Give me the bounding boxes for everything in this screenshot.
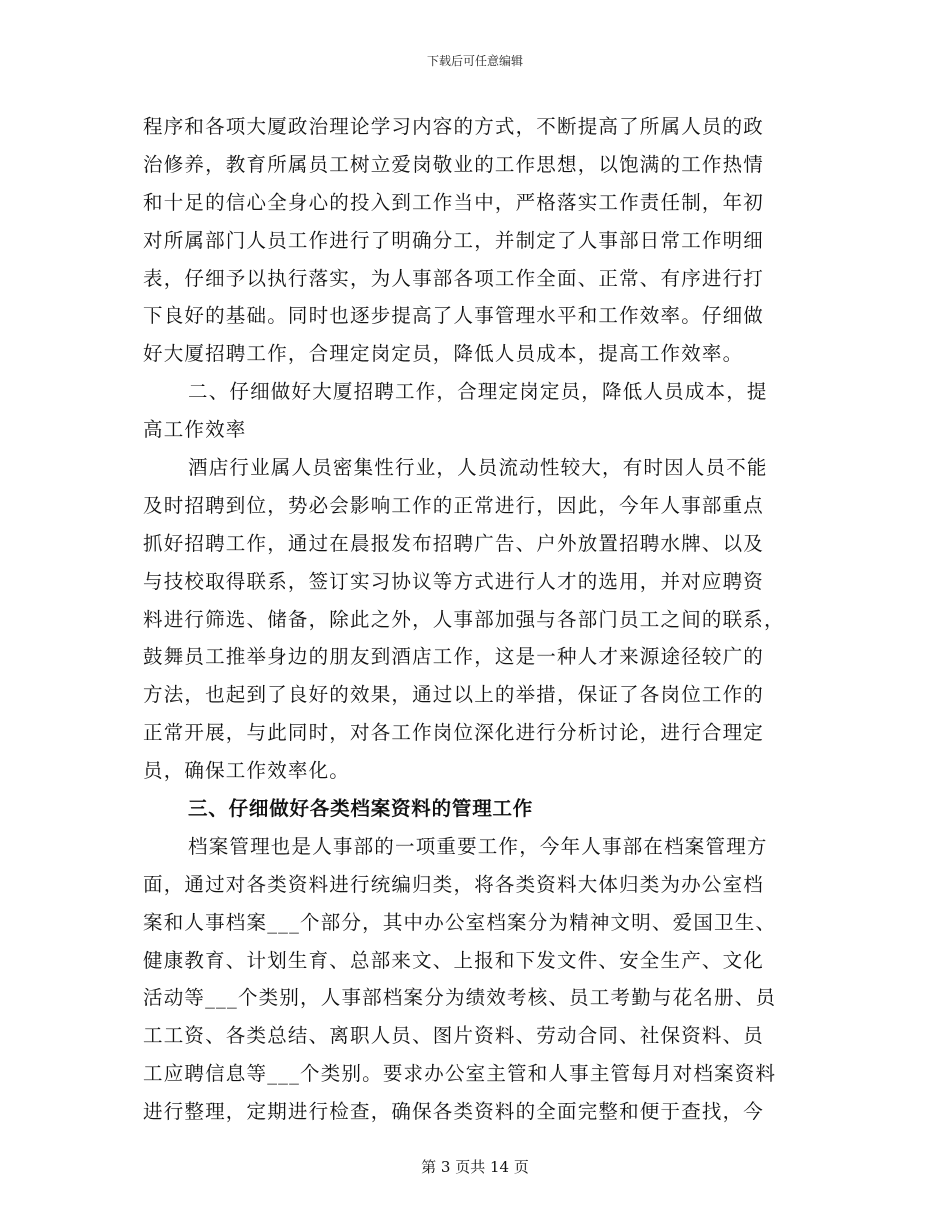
body-line: 进行整理，定期进行检查，确保各类资料的全面完整和便于查找，今	[143, 1100, 765, 1124]
page-header: 下载后可任意编辑	[426, 54, 523, 68]
section-heading-2: 二、仔细做好大厦招聘工作，合理定岗定员，降低人员成本，提	[188, 380, 768, 404]
body-line: 和十足的信心全身心的投入到工作当中，严格落实工作责任制，年初	[143, 190, 765, 214]
body-line: 员，确保工作效率化。	[143, 759, 351, 783]
body-line: 工应聘信息等___个类别。要求办公室主管和人事主管每月对档案资料	[143, 1062, 777, 1086]
body-line: 鼓舞员工推举身边的朋友到酒店工作，这是一种人才来源途径较广的	[143, 645, 765, 669]
body-line: 好大厦招聘工作，合理定岗定员，降低人员成本，提高工作效率。	[143, 342, 744, 366]
body-line: 案和人事档案___个部分，其中办公室档案分为精神文明、爱国卫生、	[143, 910, 777, 934]
paragraph-start: 档案管理也是人事部的一项重要工作，今年人事部在档案管理方	[188, 834, 768, 858]
page-number: 第 3 页共 14 页	[421, 1158, 529, 1176]
section-heading-2-cont: 高工作效率	[143, 418, 247, 442]
body-line: 与技校取得联系，签订实习协议等方式进行人才的选用，并对应聘资	[143, 569, 765, 593]
paragraph-start: 酒店行业属人员密集性行业，人员流动性较大，有时因人员不能	[188, 456, 768, 480]
body-line: 程序和各项大厦政治理论学习内容的方式，不断提高了所属人员的政	[143, 115, 765, 138]
body-line: 正常开展，与此同时，对各工作岗位深化进行分析讨论，进行合理定	[143, 721, 765, 745]
document-body	[143, 108, 807, 1131]
body-line: 及时招聘到位，势必会影响工作的正常进行，因此，今年人事部重点	[143, 493, 765, 517]
section-heading-3: 三、仔细做好各类档案资料的管理工作	[188, 797, 534, 821]
body-line: 面，通过对各类资料进行统编归类，将各类资料大体归类为办公室档	[143, 872, 765, 896]
body-line: 下良好的基础。同时也逐步提高了人事管理水平和工作效率。仔细做	[143, 304, 765, 328]
body-line: 对所属部门人员工作进行了明确分工，并制定了人事部日常工作明细	[143, 228, 765, 252]
body-line: 方法，也起到了良好的效果，通过以上的举措，保证了各岗位工作的	[143, 683, 765, 707]
body-line: 健康教育、计划生育、总部来文、上报和下发文件、安全生产、文化	[143, 948, 765, 972]
body-line: 抓好招聘工作，通过在晨报发布招聘广告、户外放置招聘水牌、以及	[143, 531, 765, 555]
body-line: 工工资、各类总结、离职人员、图片资料、劳动合同、社保资料、员	[143, 1024, 765, 1048]
body-line: 表，仔细予以执行落实，为人事部各项工作全面、正常、有序进行打	[143, 266, 765, 290]
body-line: 料进行筛选、储备，除此之外，人事部加强与各部门员工之间的联系，	[143, 607, 785, 631]
body-line: 活动等___个类别，人事部档案分为绩效考核、员工考勤与花名册、员	[143, 986, 777, 1010]
body-line: 治修养，教育所属员工树立爱岗敬业的工作思想，以饱满的工作热情	[143, 152, 765, 176]
